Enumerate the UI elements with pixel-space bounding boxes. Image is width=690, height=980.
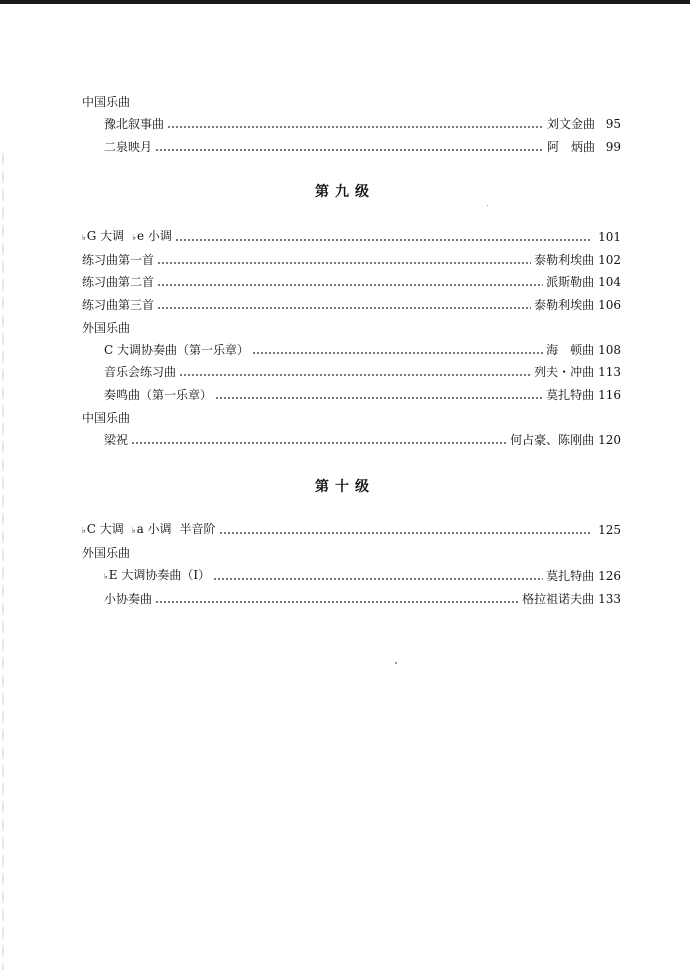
entry-title: 二泉映月 [104,140,153,154]
toc-entry[interactable] [104,432,621,448]
scale-key: e 小调 [136,229,172,243]
entry-page: 120 [598,433,621,447]
dot-leader [157,284,543,286]
dot-leader [167,126,544,128]
entry-title: 小协奏曲 [104,592,153,606]
entry-page: 116 [598,388,621,402]
toc-entry[interactable] [104,364,621,380]
category-label: 中国乐曲 [82,95,131,109]
entry-title: 音乐会练习曲 [104,365,177,379]
scale-key: C 大调 [86,522,124,536]
dot-leader [179,374,531,376]
entry-title: C 大调协奏曲（第一乐章） [104,343,249,357]
entry-composer: 阿 炳曲 [546,140,595,154]
entry-composer: 莫扎特曲 [546,388,595,402]
toc-entry[interactable] [82,274,621,290]
flat-sign-icon: ♭ [132,233,136,242]
entry-composer: 派斯勒曲 [546,275,595,289]
toc-entry[interactable] [104,387,621,403]
grade-heading: 第十级 [315,479,375,495]
entry-page: 125 [598,523,621,537]
grade-heading: 第九级 [315,184,375,200]
entry-page: 108 [598,343,621,357]
entry-title: 练习曲第一首 [82,253,155,267]
entry-composer: 何占豪、陈刚曲 [510,433,595,447]
scan-speck [395,662,397,664]
scale-keys [82,521,216,539]
scan-speck [487,205,488,206]
entry-composer: 格拉祖诺夫曲 [522,592,595,606]
entry-title: 练习曲第二首 [82,275,155,289]
dot-leader [252,352,543,354]
scale-key: G 大调 [86,229,125,243]
entry-page: 95 [605,117,621,131]
dot-leader [213,578,543,580]
dot-leader [155,149,544,151]
toc-entry-scales[interactable] [82,522,621,538]
flat-sign-icon: ♭ [104,572,108,581]
category-label: 中国乐曲 [82,411,131,425]
dot-leader [215,397,543,399]
scale-extra: 半音阶 [179,522,216,536]
entry-composer: 泰勒利埃曲 [534,298,595,312]
toc-entry[interactable] [82,252,621,268]
entry-page: 101 [598,230,621,244]
entry-composer: 莫扎特曲 [546,569,595,583]
entry-page: 104 [598,275,621,289]
entry-page: 106 [598,298,621,312]
entry-title-wrap [104,567,210,585]
entry-composer: 刘文金曲 [546,117,595,131]
toc-entry-scales[interactable] [82,229,621,245]
toc-entry[interactable] [82,297,621,313]
flat-sign-icon: ♭ [131,526,136,535]
dot-leader [175,239,591,241]
toc-entry[interactable] [104,116,621,132]
dot-leader [155,601,519,603]
entry-composer: 海 顿曲 [546,343,595,357]
toc-entry[interactable] [104,342,621,358]
entry-composer: 列夫・冲曲 [534,365,595,379]
entry-title: 豫北叙事曲 [104,117,165,131]
entry-title: 奏鸣曲（第一乐章） [104,388,213,402]
entry-page: 133 [598,592,621,606]
flat-sign-icon: ♭ [82,526,86,535]
entry-page: 102 [598,253,621,267]
entry-page: 126 [598,569,621,583]
toc-entry[interactable] [104,591,621,607]
entry-composer: 泰勒利埃曲 [534,253,595,267]
dot-leader [219,532,592,534]
entry-title: 梁祝 [104,433,129,447]
toc-entry[interactable] [104,568,621,584]
dot-leader [157,307,531,309]
category-label: 外国乐曲 [82,321,131,335]
entry-page: 113 [598,365,621,379]
entry-title: E 大调协奏曲（Ⅰ） [108,568,211,582]
toc-entry[interactable] [104,139,621,155]
flat-sign-icon: ♭ [82,233,86,242]
scale-keys [82,228,172,246]
entry-page: 99 [605,140,621,154]
dot-leader [157,262,531,264]
entry-title: 练习曲第三首 [82,298,155,312]
dot-leader [131,442,507,444]
category-label: 外国乐曲 [82,546,131,560]
scale-key: a 小调 [136,522,172,536]
